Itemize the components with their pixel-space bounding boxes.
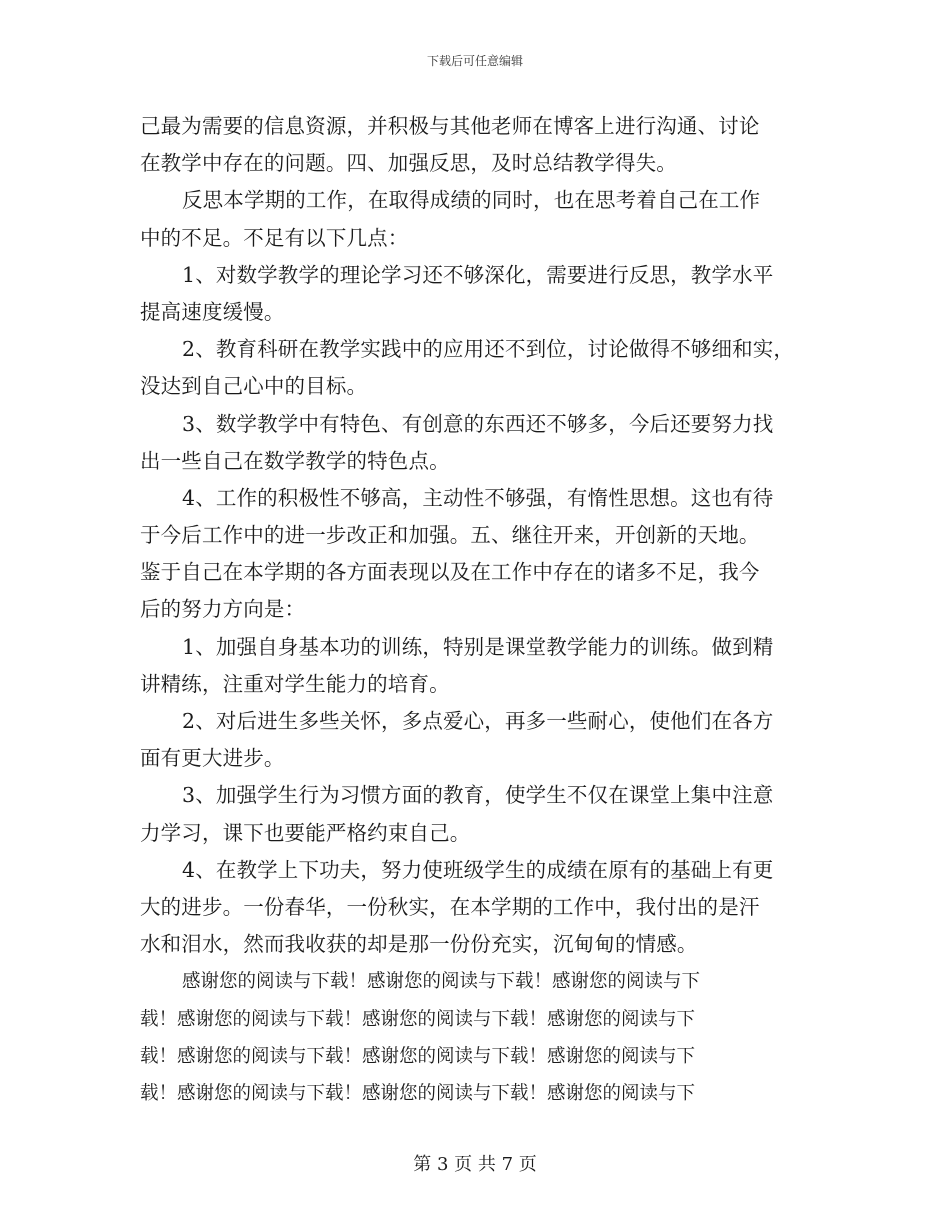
text-line: 反思本学期的工作，在取得成绩的同时，也在思考着自己在工作 — [182, 188, 761, 213]
text-line: 提高速度缓慢。 — [140, 299, 285, 324]
text-line: 载！感谢您的阅读与下载！感谢您的阅读与下载！感谢您的阅读与下 — [140, 1082, 696, 1104]
text-line: 讲精练，注重对学生能力的培育。 — [140, 671, 450, 696]
text-line: 于今后工作中的进一步改正和加强。五、继往开来，开创新的天地。 — [140, 523, 760, 548]
text-line: 后的努力方向是： — [140, 597, 306, 622]
text-line: 3、数学教学中有特色、有创意的东西还不够多，今后还要努力找 — [182, 411, 774, 436]
text-line: 鉴于自己在本学期的各方面表现以及在工作中存在的诸多不足，我今 — [140, 560, 760, 585]
text-line: 没达到自己心中的目标。 — [140, 374, 368, 399]
text-line: 力学习，课下也要能严格约束自己。 — [140, 820, 471, 845]
text-line: 中的不足。不足有以下几点： — [140, 225, 409, 250]
text-line: 大的进步。一份春华，一份秋实，在本学期的工作中，我付出的是汗 — [140, 894, 760, 919]
text-line: 感谢您的阅读与下载！感谢您的阅读与下载！感谢您的阅读与下 — [182, 971, 701, 993]
text-line: 2、对后进生多些关怀，多点爱心，再多一些耐心，使他们在各方 — [182, 709, 774, 733]
text-line: 载！感谢您的阅读与下载！感谢您的阅读与下载！感谢您的阅读与下 — [140, 1008, 696, 1030]
text-line: 水和泪水，然而我收获的却是那一份份充实，沉甸甸的情感。 — [140, 932, 698, 957]
text-line: 载！感谢您的阅读与下载！感谢您的阅读与下载！感谢您的阅读与下 — [140, 1045, 696, 1067]
text-line: 1、加强自身基本功的训练，特别是课堂教学能力的训练。做到精 — [182, 634, 774, 659]
page-header: 下载后可任意编辑 — [426, 54, 523, 68]
text-line: 1、对数学教学的理论学习还不够深化，需要进行反思，教学水平 — [182, 262, 774, 287]
text-line: 在教学中存在的问题。四、加强反思，及时总结教学得失。 — [140, 151, 677, 176]
text-line: 4、工作的积极性不够高，主动性不够强，有惰性思想。这也有待 — [182, 485, 774, 510]
text-line: 面有更大进步。 — [140, 746, 285, 771]
text-line: 2、教育科研在教学实践中的应用还不到位，讨论做得不够细和实， — [182, 337, 795, 362]
text-line: 3、加强学生行为习惯方面的教育，使学生不仅在课堂上集中注意 — [182, 783, 774, 808]
text-line: 4、在教学上下功夫，努力使班级学生的成绩在原有的基础上有更 — [182, 857, 774, 882]
document-body — [140, 108, 812, 1112]
page-footer: 第 3 页 共 7 页 — [413, 1154, 537, 1175]
text-line: 出一些自己在数学教学的特色点。 — [140, 448, 450, 473]
text-line: 己最为需要的信息资源，并积极与其他老师在博客上进行沟通、讨论 — [140, 114, 760, 138]
